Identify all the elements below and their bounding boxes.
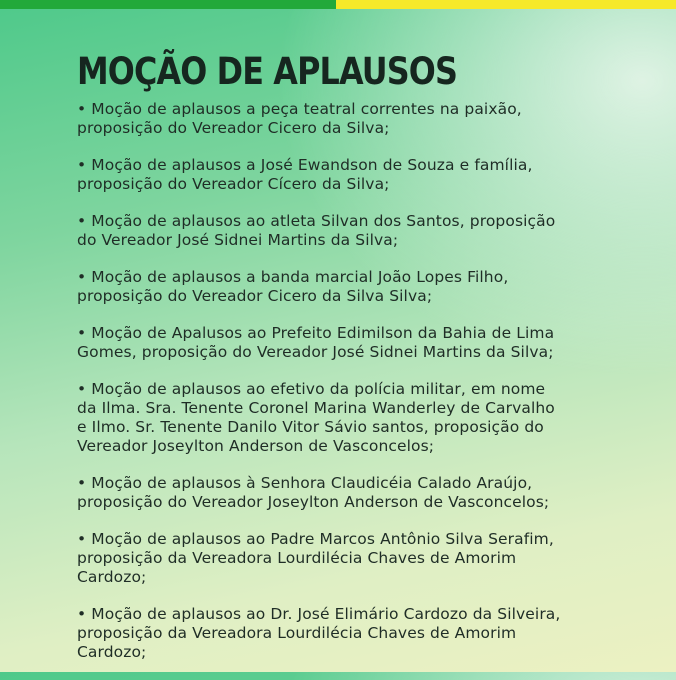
list-item: • Moção de aplausos ao efetivo da polícia militar, em nome da Ilma. Sra. Tenente Coronel Marina Wanderley de Carvalho e Ilmo. Sr. Tenente Danilo Vitor Sávio santos, proposição do Vereador Joseylton Anderson de Vasconcelos; (77, 380, 555, 455)
list-item: • Moção de aplausos ao Dr. José Elimário Cardozo da Silveira, proposição da Vereadora Lourdilécia Chaves de Amorim Cardozo; (77, 605, 561, 661)
page-title: MOÇÃO DE APLAUSOS (77, 50, 458, 93)
top-color-stripe (0, 0, 676, 9)
green-stripe (0, 0, 336, 9)
motion-list (77, 100, 607, 662)
list-item: • Moção de Apalusos ao Prefeito Edimilson da Bahia de Lima Gomes, proposição do Vereador José Sidnei Martins da Silva; (77, 324, 555, 361)
list-item: • Moção de aplausos a José Ewandson de Souza e família, proposição do Vereador Cícero da Silva; (77, 156, 533, 193)
list-item: • Moção de aplausos a banda marcial João Lopes Filho, proposição do Vereador Cicero da Silva Silva; (77, 268, 509, 305)
list-item: • Moção de aplausos ao Padre Marcos Antônio Silva Serafim, proposição da Vereadora Lourdilécia Chaves de Amorim Cardozo; (77, 530, 554, 586)
yellow-stripe (336, 0, 676, 9)
document-content (77, 50, 607, 680)
list-item: • Moção de aplausos a peça teatral correntes na paixão, proposição do Vereador Cicero da Silva; (77, 100, 522, 137)
list-item: • Moção de aplausos ao atleta Silvan dos Santos, proposição do Vereador José Sidnei Martins da Silva; (77, 212, 556, 249)
list-item: • Moção de aplausos à Senhora Claudicéia Calado Araújo, proposição do Vereador Joseylton Anderson de Vasconcelos; (77, 474, 550, 511)
